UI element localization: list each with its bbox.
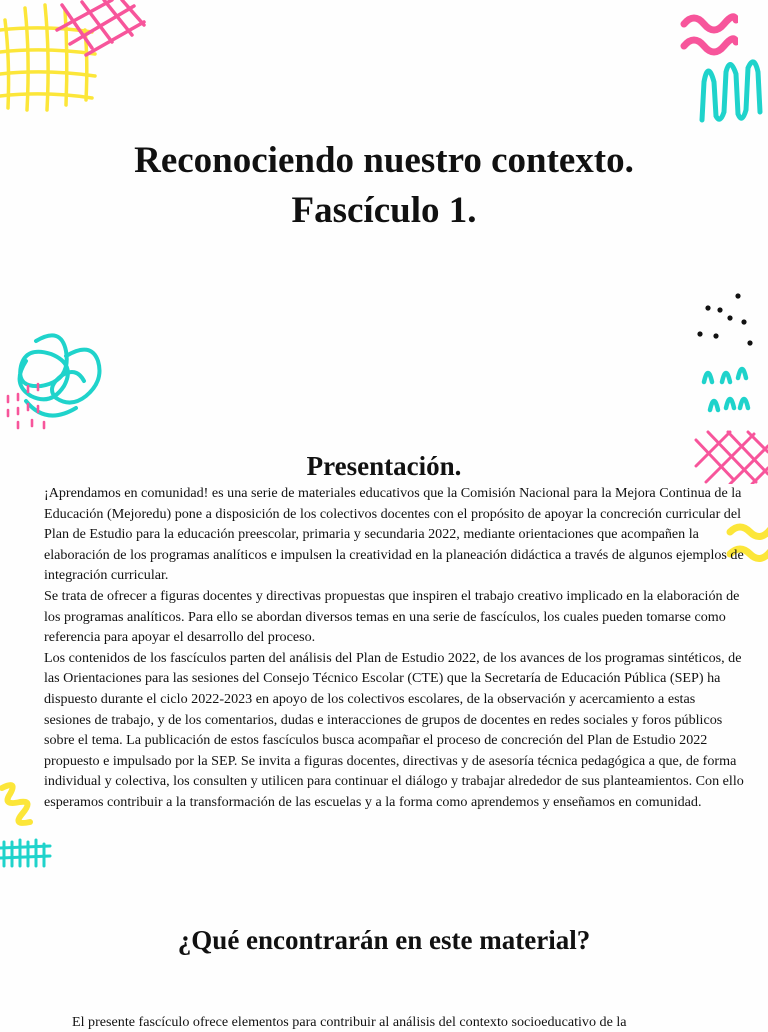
yellow-squiggle-doodle [0,780,36,828]
document-title [0,136,768,236]
title-line-2: Fascículo 1. [291,190,477,231]
presentation-paragraph-2: Se trata de ofrecer a figuras docentes y directivas propuestas que inspiren el trabajo creativo implicado en la elaboración de los programas analíticos. Para ello se abordan diversos temas en una serie de fascículos, los cuales pueden tomarse como referencia para apoyar el desarrollo del proceso. [44,587,740,646]
cyan-arches-doodle [700,360,756,416]
title-line-1: Reconociendo nuestro contexto. [134,140,634,181]
pink-dash-doodle [2,376,50,432]
pink-wave-doodle [680,10,738,56]
section-heading-material: ¿Qué encontrarán en este material? [177,925,591,955]
black-dots-doodle [692,288,762,350]
section-text-material: El presente fascículo ofrece elementos para contribuir al análisis del contexto socioeducativo de la [72,1014,627,1030]
pink-grid-doodle [52,0,148,60]
presentation-body [44,483,744,813]
presentation-paragraph-1: ¡Aprendamos en comunidad! es una serie de materiales educativos que la Comisión Nacional para la Mejora Continua de la Educación (Mejoredu) pone a disposición de los colectivos docentes con el propósito de apoyar la concreción curricular del Plan de Estudio para la educación preescolar, primaria y secundaria 2022, mediante orientaciones que acompañen la elaboración de los programas analíticos e impulsen la creatividad en la planeación didáctica a través de algunos ejemplos de integración curricular. [44,485,744,584]
cyan-fence-doodle [0,836,52,868]
cyan-squiggle-doodle [696,52,768,126]
presentation-heading: Presentación. [306,451,462,481]
presentation-paragraph-3: Los contenidos de los fascículos parten del análisis del Plan de Estudio 2022, de los avances de los programas sintéticos, de las Orientaciones para las sesiones del Consejo Técnico Escolar (CTE) que la Secretaría de Educación Pública (SEP) ha dispuesto durante el ciclo 2022-2023 en apoyo de los colectivos escolares, de la observación y acercamiento a estas sesiones de trabajo, y de los comentarios, dudas e interacciones de grupos de docentes en redes sociales y foros públicos sobre el tema. La publicación de estos fascículos busca acompañar el proceso de concreción del Plan de Estudio 2022 propuesto e impulsado por la SEP. Se invita a figuras docentes, directivas y de asesoría técnica pedagógica a que, de forma individual y colectiva, los consulten y utilicen para continuar el diálogo y trabajar alrededor de sus planteamientos. Con ello esperamos contribuir a la transformación de las escuelas y a la forma como aprendemos y enseñamos en comunidad. [44,649,744,810]
